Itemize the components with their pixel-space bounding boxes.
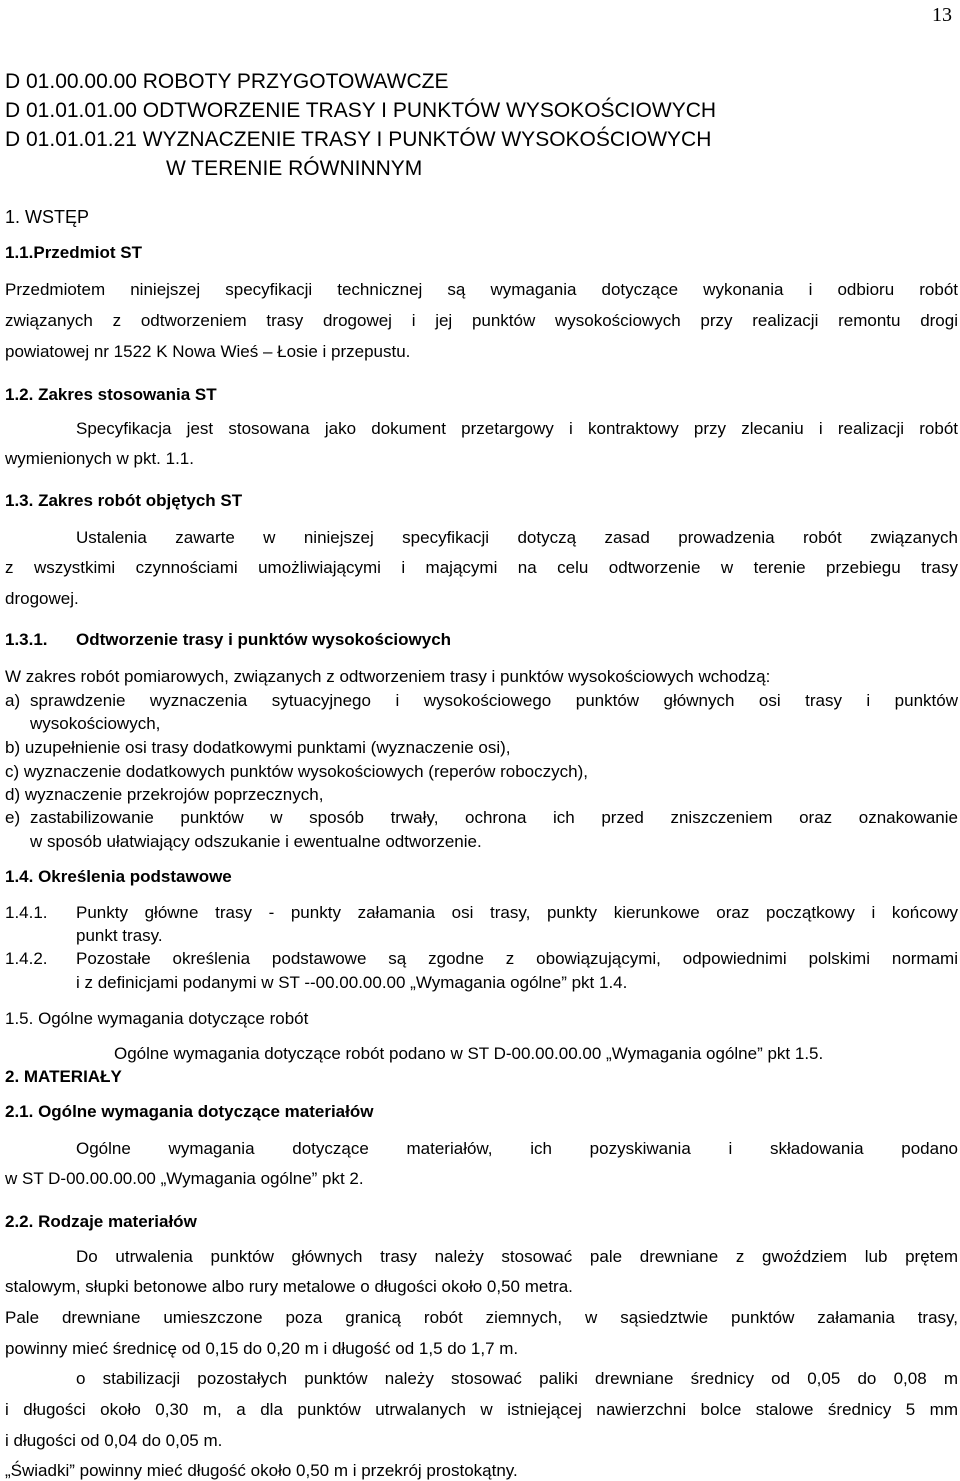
definition-1-4-1-number: 1.4.1.	[5, 903, 48, 922]
section-1-3-line-3: drogowej.	[5, 589, 79, 608]
section-1-3-line-1: Ustalenia zawarte w niniejszej specyfikacji dotyczą zasad prowadzenia robót związanych	[76, 528, 958, 547]
section-2-2-line-3: Pale drewniane umieszczone poza granicą robót ziemnych, w sąsiedztwie punktów załamania trasy,	[5, 1308, 958, 1327]
section-1-heading: 1. WSTĘP	[5, 207, 90, 227]
section-2-1-line-2: w ST D-00.00.00.00 „Wymagania ogólne” pkt 2.	[5, 1169, 364, 1188]
section-1-3-heading: 1.3. Zakres robót objętych ST	[5, 491, 243, 510]
list-item-a-line-2: wysokościowych,	[30, 714, 161, 733]
doc-title-line-1: D 01.00.00.00 ROBOTY PRZYGOTOWAWCZE	[5, 70, 449, 93]
section-1-1-line-1: Przedmiotem niniejszej specyfikacji technicznej są wymagania dotyczące wykonania i odbioru robót	[5, 280, 958, 299]
list-marker-a: a)	[5, 691, 21, 710]
list-item-a-line-1: sprawdzenie wyznaczenia sytuacyjnego i wysokościowego punktów głównych osi trasy i punktów	[30, 691, 958, 710]
list-marker-e: e)	[5, 808, 21, 827]
section-1-5-line-1: Ogólne wymagania dotyczące robót podano w ST D-00.00.00.00 „Wymagania ogólne” pkt 1.5.	[114, 1044, 824, 1063]
list-item-d: d) wyznaczenie przekrojów poprzecznych,	[5, 785, 324, 804]
list-item-b: b) uzupełnienie osi trasy dodatkowymi punktami (wyznaczenie osi),	[5, 738, 511, 757]
section-1-1-line-2: związanych z odtworzeniem trasy drogowej i jej punktów wysokościowych przy realizacji remontu drogi	[5, 311, 958, 330]
section-1-3-1-number: 1.3.1.	[5, 630, 48, 649]
section-1-3-line-2: z wszystkimi czynnościami umożliwiającymi i mającymi na celu odtworzenie w terenie przebiegu trasy	[5, 558, 958, 577]
definition-1-4-2-line-1: Pozostałe określenia podstawowe są zgodne z obowiązującymi, odpowiednimi polskimi normami	[76, 949, 958, 968]
section-2-2-line-6: i długości około 0,30 m, a dla punktów utrwalanych w istniejącej nawierzchni bolce stalowe średnicy 5 mm	[5, 1400, 958, 1419]
section-2-1-line-1: Ogólne wymagania dotyczące materiałów, ich pozyskiwania i składowania podano	[76, 1139, 958, 1158]
list-item-c: c) wyznaczenie dodatkowych punktów wysokościowych (reperów roboczych),	[5, 762, 588, 781]
definition-1-4-2-line-2: i z definicjami podanymi w ST --00.00.00.00 „Wymagania ogólne” pkt 1.4.	[76, 973, 628, 992]
section-1-1-heading: 1.1.Przedmiot ST	[5, 243, 142, 262]
section-1-1-line-3: powiatowej nr 1522 K Nowa Wieś – Łosie i przepustu.	[5, 342, 411, 361]
section-2-1-heading: 2.1. Ogólne wymagania dotyczące materiałów	[5, 1102, 374, 1121]
section-2-heading: 2. MATERIAŁY	[5, 1067, 122, 1086]
doc-title-line-3: D 01.01.01.21 WYZNACZENIE TRASY I PUNKTÓW WYSOKOŚCIOWYCH	[5, 128, 712, 151]
page-number: 13	[932, 4, 952, 26]
section-2-2-line-5: o stabilizacji pozostałych punktów należy stosować paliki drewniane średnicy od 0,05 do 0,08 m	[76, 1369, 958, 1388]
definition-1-4-1-line-2: punkt trasy.	[76, 926, 163, 945]
section-1-2-heading: 1.2. Zakres stosowania ST	[5, 385, 217, 404]
section-2-2-line-8: „Świadki” powinny mieć długość około 0,50 m i przekrój prostokątny.	[5, 1461, 518, 1480]
section-2-2-heading: 2.2. Rodzaje materiałów	[5, 1212, 197, 1231]
section-2-2-line-2: stalowym, słupki betonowe albo rury metalowe o długości około 0,50 metra.	[5, 1277, 573, 1296]
section-2-2-line-7: i długości od 0,04 do 0,05 m.	[5, 1431, 223, 1450]
section-1-4-heading: 1.4. Określenia podstawowe	[5, 867, 232, 886]
section-1-2-line-2: wymienionych w pkt. 1.1.	[5, 449, 194, 468]
section-1-2-line-1: Specyfikacja jest stosowana jako dokument przetargowy i kontraktowy przy zlecaniu i realizacji robót	[76, 419, 958, 438]
section-2-2-line-1: Do utrwalenia punktów głównych trasy należy stosować pale drewniane z gwoździem lub prętem	[76, 1247, 958, 1266]
section-1-5-heading: 1.5. Ogólne wymagania dotyczące robót	[5, 1009, 309, 1028]
list-item-e-line-1: zastabilizowanie punktów w sposób trwały, ochrona ich przed zniszczeniem oraz oznakowanie	[30, 808, 958, 827]
section-2-2-line-4: powinny mieć średnicę od 0,15 do 0,20 m i długość od 1,5 do 1,7 m.	[5, 1339, 519, 1358]
doc-title-line-4: W TERENIE RÓWNINNYM	[166, 157, 423, 180]
definition-1-4-1-line-1: Punkty główne trasy - punkty załamania osi trasy, punkty kierunkowe oraz początkowy i końcowy	[76, 903, 958, 922]
definition-1-4-2-number: 1.4.2.	[5, 949, 48, 968]
doc-title-line-2: D 01.01.01.00 ODTWORZENIE TRASY I PUNKTÓW WYSOKOŚCIOWYCH	[5, 99, 717, 122]
list-item-e-line-2: w sposób ułatwiający odszukanie i ewentualne odtworzenie.	[30, 832, 482, 851]
section-1-3-1-intro: W zakres robót pomiarowych, związanych z odtworzeniem trasy i punktów wysokościowych wchodzą:	[5, 667, 771, 686]
section-1-3-1-heading: Odtworzenie trasy i punktów wysokościowych	[76, 630, 452, 649]
